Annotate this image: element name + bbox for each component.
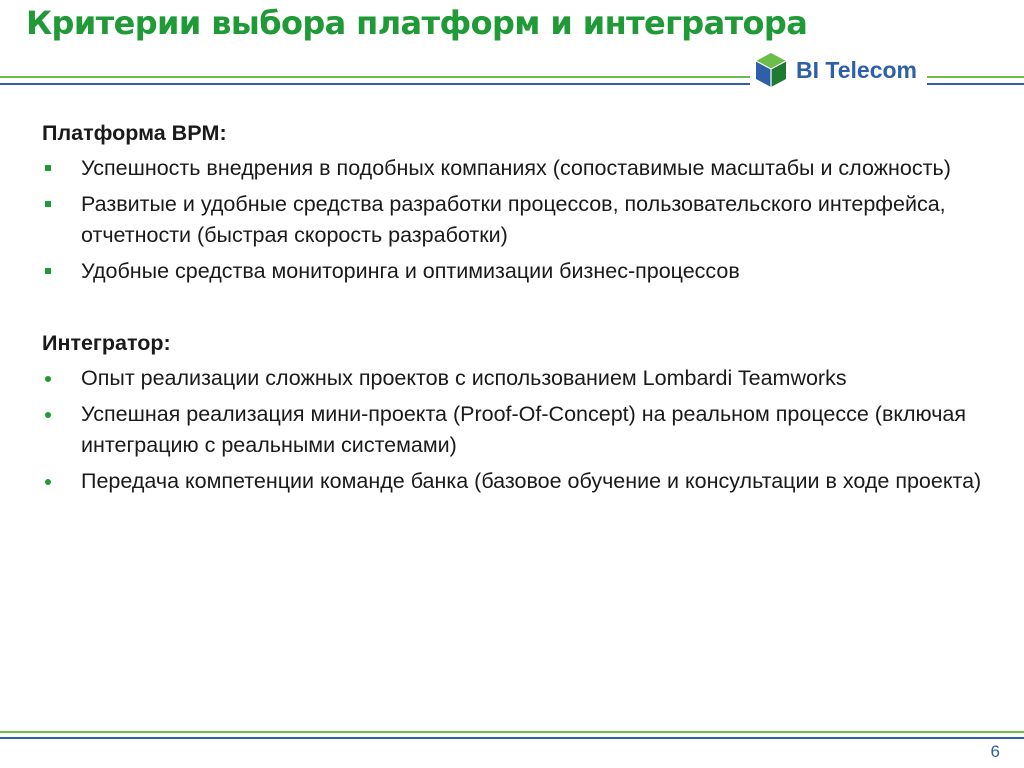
slide-title: Критерии выбора платформ и интегратора <box>26 4 808 42</box>
list-item-text: Удобные средства мониторинга и оптимизации бизнес-процессов <box>81 259 740 283</box>
footer-divider-blue <box>0 737 1024 739</box>
list-item-text: Успешная реализация мини-проекта (Proof-Of-Concept) на реальном процессе (включая интеграцию с реальными системами) <box>81 402 967 457</box>
list-item-text: Опыт реализации сложных проектов с использованием Lombardi Teamworks <box>81 366 847 390</box>
footer-divider-green <box>0 731 1024 733</box>
list-item <box>42 153 982 184</box>
list-item <box>42 399 982 461</box>
list-item <box>42 256 982 287</box>
list-item-text: Развитые и удобные средства разработки процессов, пользовательского интерфейса, отчетности (быстрая скорость разработки) <box>81 192 946 247</box>
list-item-text: Успешность внедрения в подобных компаниях (сопоставимые масштабы и сложность) <box>81 156 951 180</box>
page-number: 6 <box>990 742 1000 761</box>
integrator-criteria-list <box>42 363 982 497</box>
company-logo <box>750 50 927 90</box>
list-item <box>42 363 982 394</box>
platform-heading: Платформа BPM: <box>42 121 227 145</box>
cube-icon <box>754 51 788 89</box>
list-item <box>42 189 982 251</box>
slide-content <box>42 118 982 502</box>
platform-criteria-list <box>42 153 982 287</box>
list-item-text: Передача компетенции команде банка (базовое обучение и консультации в ходе проекта) <box>81 469 982 493</box>
integrator-heading: Интегратор: <box>42 331 171 355</box>
list-item <box>42 466 982 497</box>
logo-text: BI Telecom <box>796 56 917 83</box>
section-spacer <box>42 292 982 328</box>
